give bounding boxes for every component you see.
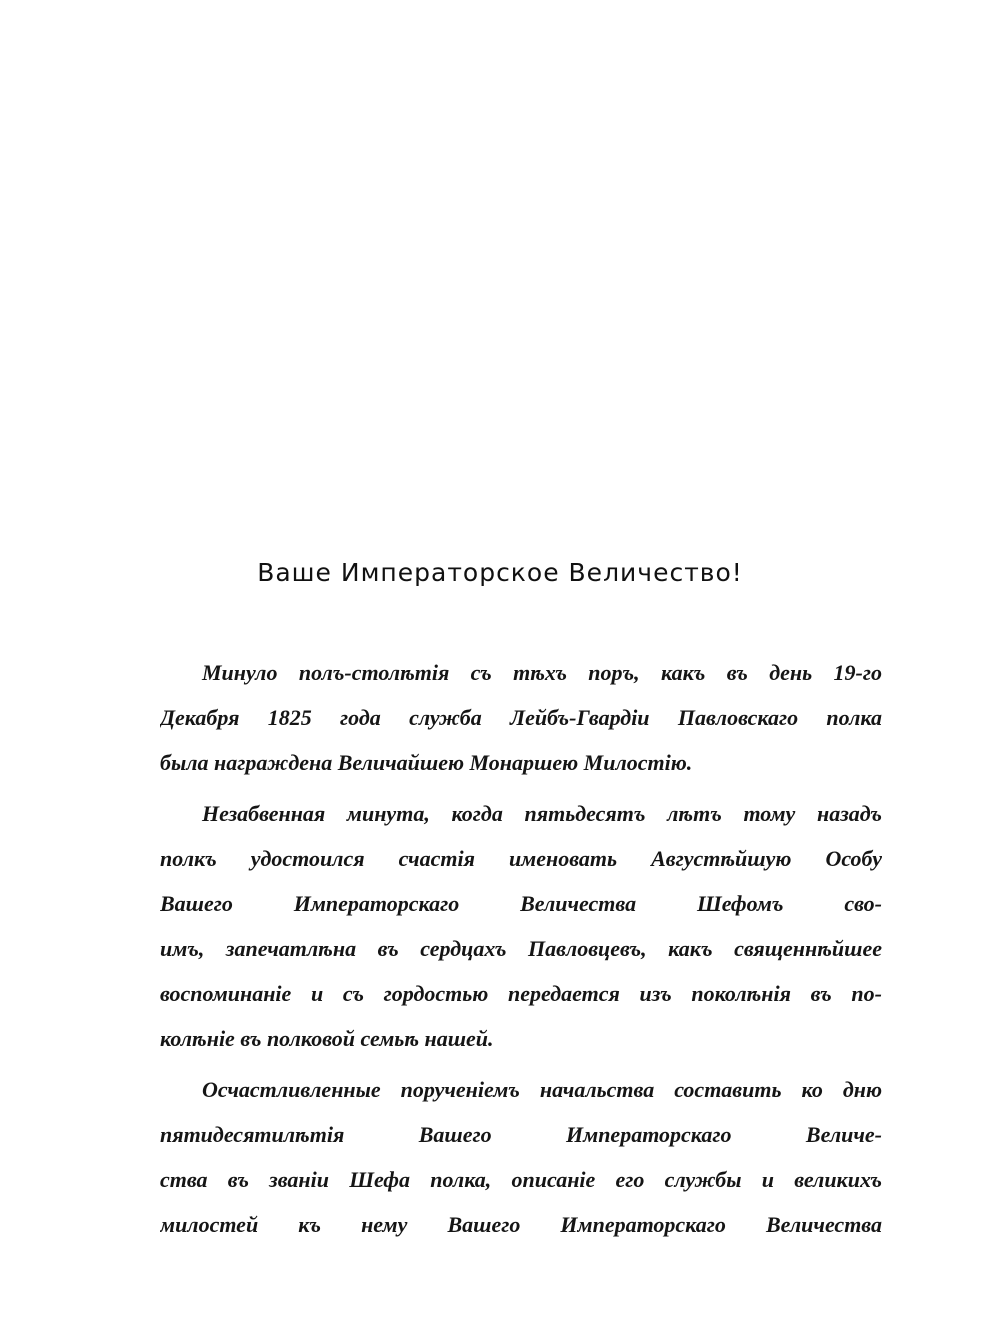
text-line: Незабвенная минута, когда пятьдесятъ лѣтъ тому назадъ — [202, 801, 882, 826]
paragraph-3 — [160, 1067, 882, 1247]
text-line: пятидесятилѣтія Вашего Императорскаго Величе- — [160, 1122, 882, 1147]
text-line: ства въ званіи Шефа полка, описаніе его службы и великихъ — [160, 1167, 882, 1192]
text-line: колѣніе въ полковой семьѣ нашей. — [160, 1026, 494, 1051]
text-line: полкъ удостоился счастія именовать Августѣйшую Особу — [160, 846, 882, 871]
text-line: Вашего Императорскаго Величества Шефомъ сво- — [160, 891, 882, 916]
text-line: была награждена Величайшею Монаршею Милостію. — [160, 750, 693, 775]
text-line: Минуло полъ-столѣтія съ тѣхъ поръ, какъ въ день 19-го — [202, 660, 882, 685]
page-heading: Ваше Императорское Величество! — [257, 558, 743, 587]
text-line: Декабря 1825 года служба Лейбъ-Гвардіи Павловскаго полка — [160, 705, 882, 730]
text-line: имъ, запечатлѣна въ сердцахъ Павловцевъ, какъ священнѣйшее — [160, 936, 882, 961]
text-line: воспоминаніе и съ гордостью передается изъ поколѣнія въ по- — [160, 981, 882, 1006]
text-line: милостей къ нему Вашего Императорскаго Величества — [160, 1212, 882, 1237]
body-text — [160, 650, 882, 1247]
text-line: Осчастливленные порученіемъ начальства составить ко дню — [202, 1077, 882, 1102]
paragraph-1 — [160, 650, 882, 785]
paragraph-2 — [160, 791, 882, 1061]
